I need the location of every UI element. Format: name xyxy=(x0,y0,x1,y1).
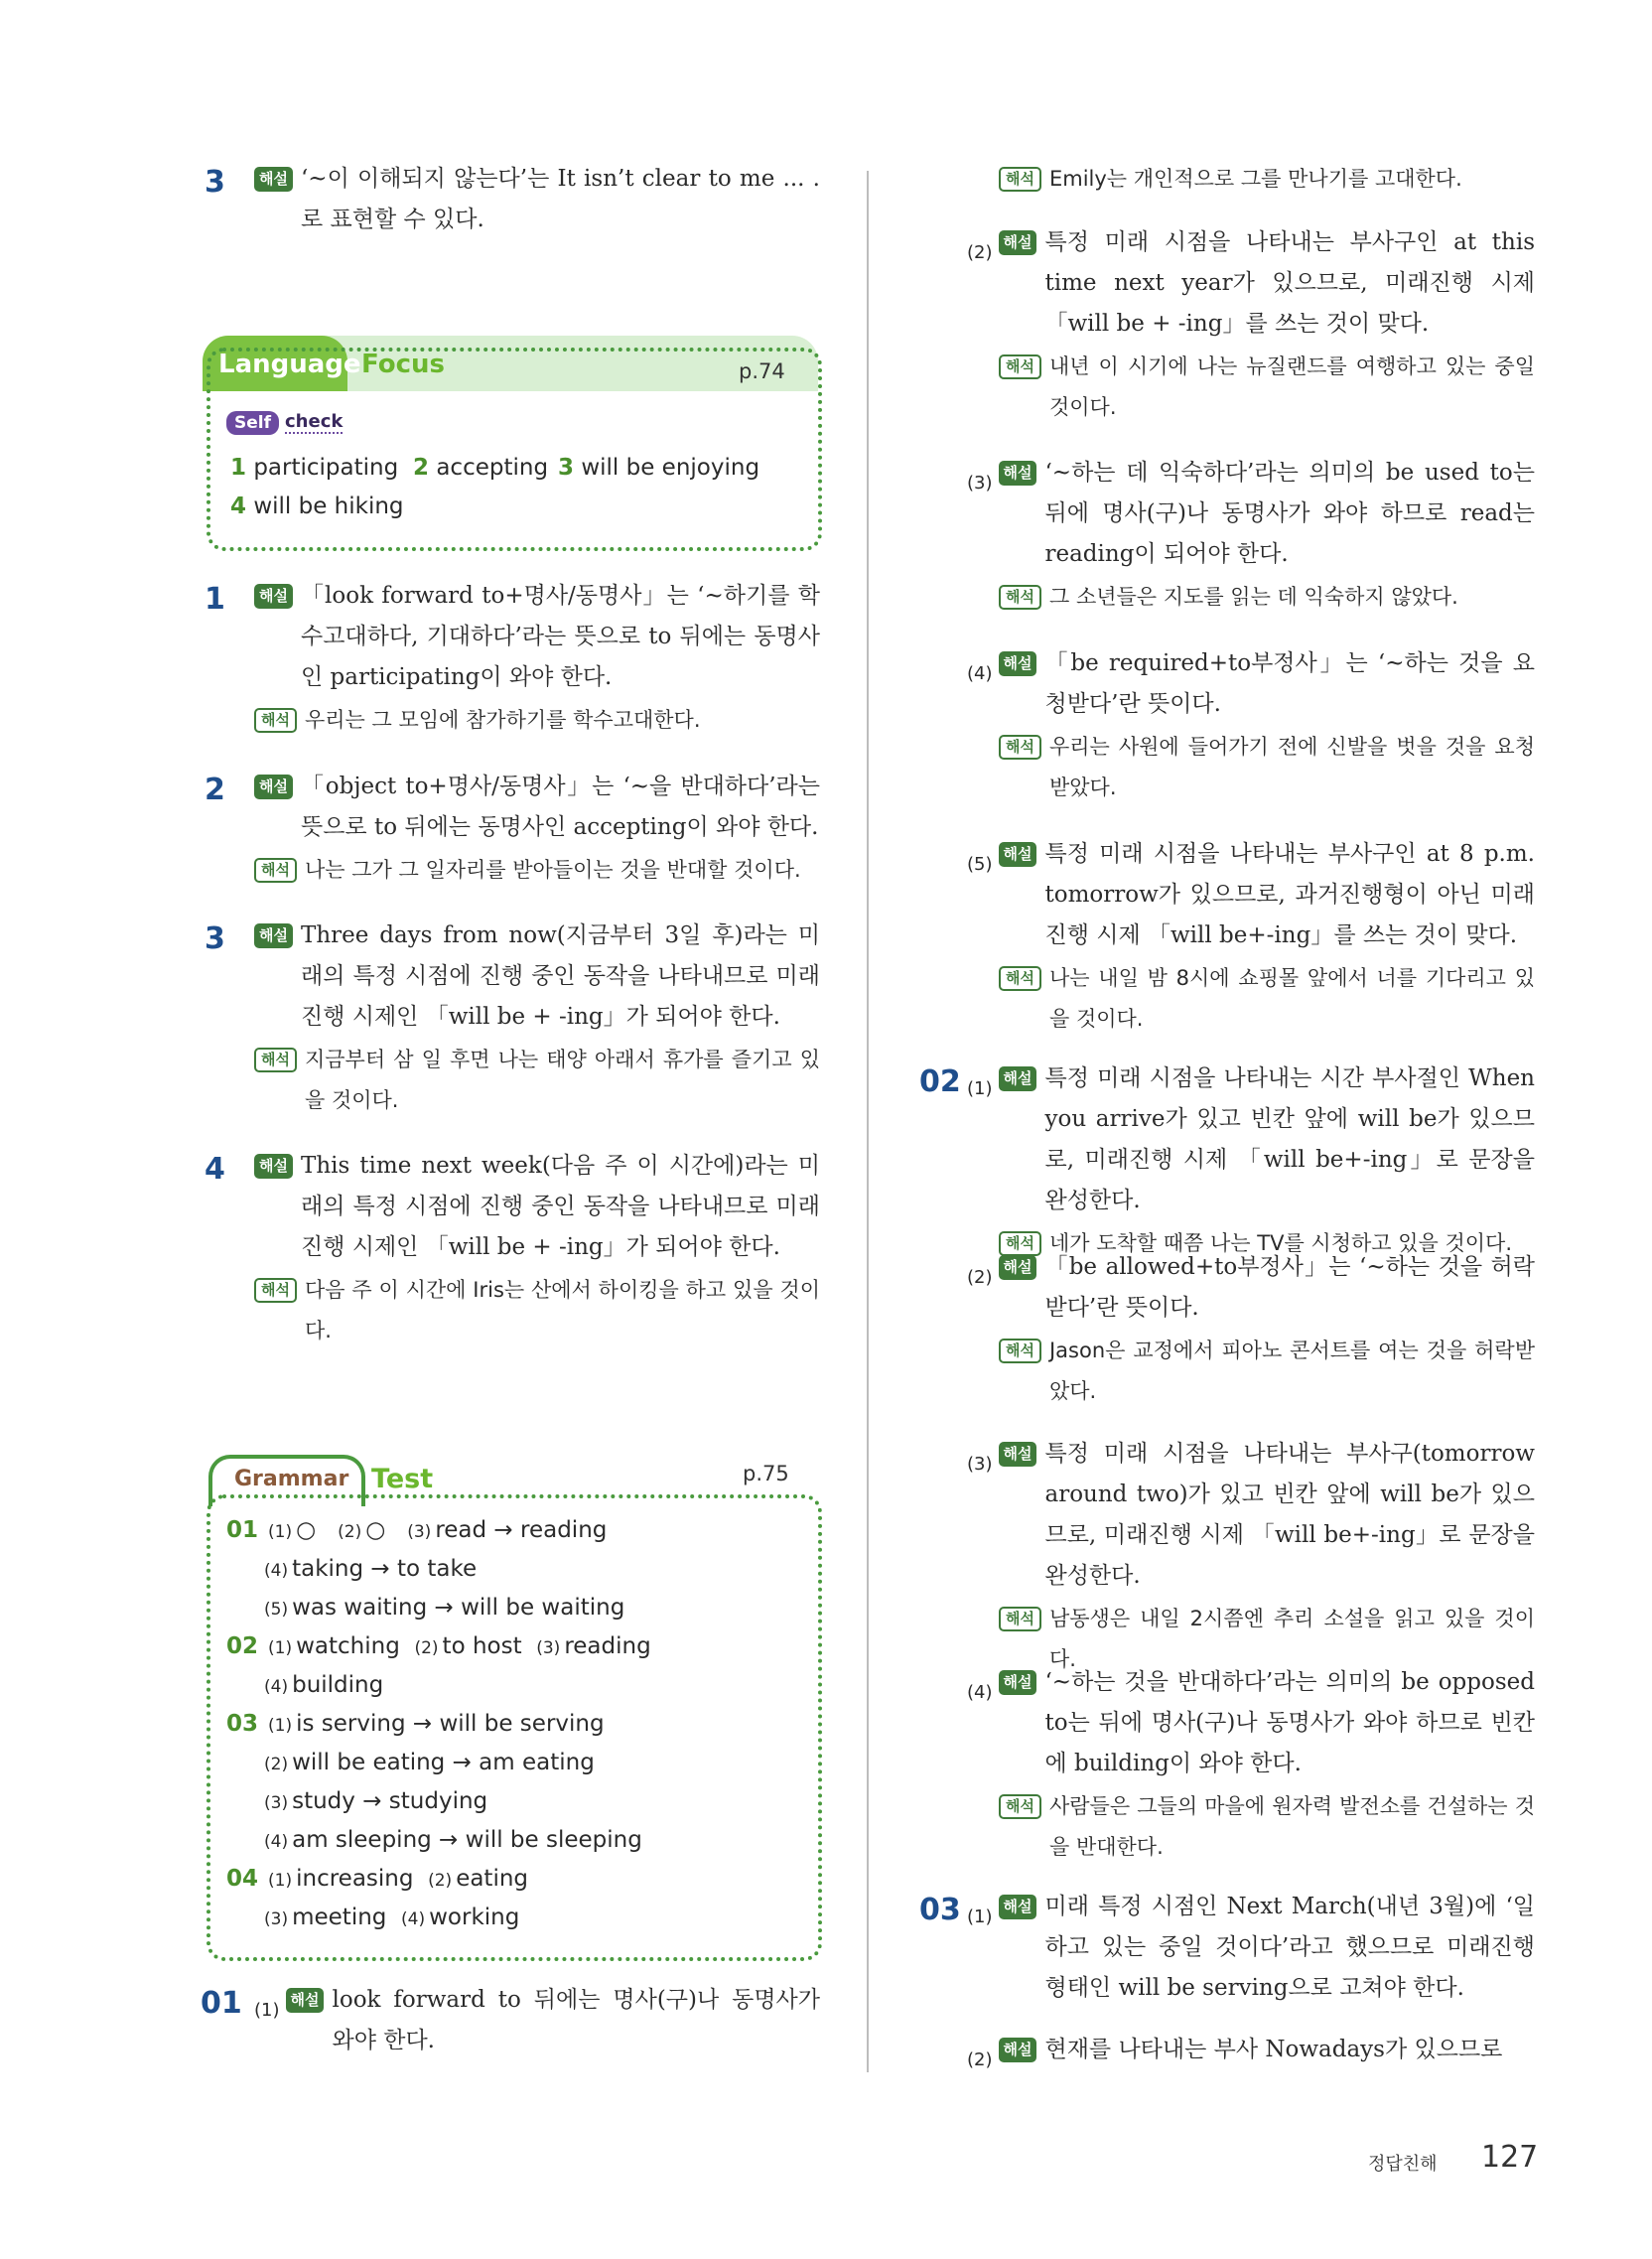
explanation-text: 「be required+to부정사」는 ‘~하는 것을 요청받다’란 뜻이다. xyxy=(1044,650,1535,717)
translation-tag: 해석 xyxy=(999,1339,1041,1363)
explanation-tag: 해설 xyxy=(999,1670,1037,1695)
explanation-item xyxy=(967,1434,1535,1680)
grammar-answer-line: 03 (1) is serving → will be serving xyxy=(226,1711,605,1737)
grammar-answer-line: 01 (1) ○ (2) ○ (3) read → reading xyxy=(226,1517,608,1543)
explanation-text: 미래 특정 시점인 Next March(내년 3월)에 ‘일하고 있는 중일 것이다’라고 했으므로 미래진행 형태인 will be serving으로 고쳐야 한다. xyxy=(1044,1894,1535,2001)
item-number: 2 xyxy=(205,773,225,807)
explanation-item xyxy=(254,916,820,1121)
translation-text: 우리는 그 모임에 참가하기를 학수고대한다. xyxy=(304,708,701,732)
explanation-item xyxy=(967,1887,1535,2009)
translation-tag: 해석 xyxy=(254,1278,297,1303)
translation-text: 우리는 사원에 들어가기 전에 신발을 벗을 것을 요청받았다. xyxy=(1048,735,1535,799)
translation-tag: 해석 xyxy=(254,858,297,883)
explanation-item xyxy=(254,1146,820,1351)
translation-text: 네가 도착할 때쯤 나는 TV를 시청하고 있을 것이다. xyxy=(1048,1231,1513,1255)
answer: 3 will be enjoying xyxy=(558,455,760,481)
explanation-tag: 해설 xyxy=(254,584,293,609)
translation-tag: 해석 xyxy=(999,966,1041,991)
answer: 2 accepting xyxy=(413,455,549,481)
answer: 4 will be hiking xyxy=(230,494,404,519)
explanation-text: 특정 미래 시점을 나타내는 부사구(tomorrow around two)가 있고 빈칸 앞에 will be가 있으므로, 미래진행 시제 「will be+-ing」로 문장을 완성한다. xyxy=(1044,1441,1535,1589)
translation-tag: 해석 xyxy=(999,167,1041,192)
explanation-item xyxy=(254,159,820,240)
explanation-tag: 해설 xyxy=(999,2038,1037,2062)
explanation-item xyxy=(254,767,820,891)
item-number: 3 xyxy=(205,165,225,200)
sub-number: (5) xyxy=(967,854,993,875)
explanation-text: ‘~이 이해되지 않는다’는 It isn’t clear to me ... .로 표현할 수 있다. xyxy=(300,166,820,232)
explanation-tag: 해설 xyxy=(999,1442,1037,1467)
explanation-item xyxy=(967,834,1535,1040)
language-focus-title-2: Focus xyxy=(361,350,445,379)
translation-text: 남동생은 내일 2시쯤엔 추리 소설을 읽고 있을 것이다. xyxy=(1048,1607,1535,1671)
translation-text: 다음 주 이 시간에 Iris는 산에서 하이킹을 하고 있을 것이다. xyxy=(304,1278,820,1342)
explanation-item xyxy=(967,222,1535,428)
grammar-answer-line: (4) am sleeping → will be sleeping xyxy=(264,1827,642,1853)
translation-tag: 해석 xyxy=(254,1048,297,1072)
sub-number: (1) xyxy=(967,1078,993,1099)
item-number: 03 xyxy=(919,1893,961,1927)
grammar-answer-line: (2) will be eating → am eating xyxy=(264,1750,595,1775)
self-check-badge: Self xyxy=(226,411,279,435)
translation-text: 지금부터 삼 일 후면 나는 태양 아래서 휴가를 즐기고 있을 것이다. xyxy=(304,1048,820,1112)
explanation-text: This time next week(다음 주 이 시간에)라는 미래의 특정 시점에 진행 중인 동작을 나타내므로 미래진행 시제인 「will be + -ing」가 되어야 한다. xyxy=(300,1153,820,1260)
explanation-text: 「be allowed+to부정사」는 ‘~하는 것을 허락받다’란 뜻이다. xyxy=(1044,1254,1535,1321)
explanation-text: 「look forward to+명사/동명사」는 ‘~하기를 학수고대하다, 기대하다’라는 뜻으로 to 뒤에는 동명사인 participating이 와야 한다. xyxy=(300,583,820,690)
explanation-tag: 해설 xyxy=(254,923,293,948)
explanation-text: 특정 미래 시점을 나타내는 부사구인 at this time next year가 있으므로, 미래진행 시제 「will be + -ing」를 쓰는 것이 맞다. xyxy=(1044,229,1535,337)
column-divider xyxy=(867,171,869,2072)
item-number: 4 xyxy=(205,1152,225,1187)
language-focus-box xyxy=(206,348,822,551)
sub-number: (4) xyxy=(967,663,993,684)
explanation-item xyxy=(967,2030,1535,2080)
translation-tag: 해석 xyxy=(254,708,297,733)
explanation-text: Three days from now(지금부터 3일 후)라는 미래의 특정 시점에 진행 중인 동작을 나타내므로 미래진행 시제인 「will be + -ing」가 되어야 한다. xyxy=(300,922,820,1030)
explanation-tag: 해설 xyxy=(254,775,293,799)
sub-number: (2) xyxy=(967,1267,993,1288)
page-reference: p.74 xyxy=(739,359,785,383)
sub-number: (4) xyxy=(967,1682,993,1703)
explanation-item xyxy=(967,1662,1535,1868)
grammar-test-title: Grammar xyxy=(234,1467,349,1491)
explanation-text: 특정 미래 시점을 나타내는 부사구인 at 8 p.m. tomorrow가 있으므로, 과거진행형이 아닌 미래진행 시제 「will be+-ing」를 쓰는 것이 맞다. xyxy=(1044,841,1535,948)
explanation-item xyxy=(967,643,1535,808)
explanation-item xyxy=(254,576,820,741)
explanation-tag: 해설 xyxy=(254,167,293,192)
grammar-test-title-2: Test xyxy=(371,1464,434,1494)
sub-number: (3) xyxy=(967,473,993,494)
grammar-answer-line: (5) was waiting → will be waiting xyxy=(264,1595,625,1621)
explanation-text: look forward to 뒤에는 명사(구)나 동명사가 와야 한다. xyxy=(332,1987,820,2053)
explanation-item xyxy=(967,1247,1535,1412)
explanation-tag: 해설 xyxy=(999,1895,1037,1919)
explanation-text: ‘~하는 데 익숙하다’라는 의미의 be used to는 뒤에 명사(구)나 동명사가 와야 하므로 read는 reading이 되어야 한다. xyxy=(1044,460,1535,567)
sub-number: (2) xyxy=(967,2049,993,2070)
explanation-text: ‘~하는 것을 반대하다’라는 의미의 be opposed to는 뒤에 명사(구)나 동명사가 와야 하므로 빈칸에 building이 와야 한다. xyxy=(1044,1669,1535,1776)
sub-number: (1) xyxy=(254,2000,280,2021)
grammar-answer-line: (4) building xyxy=(264,1672,384,1698)
translation-text: Jason은 교정에서 피아노 콘서트를 여는 것을 허락받았다. xyxy=(1048,1339,1535,1403)
translation-tag: 해석 xyxy=(999,1607,1041,1631)
grammar-answer-line: (3) study → studying xyxy=(264,1788,488,1814)
self-check-label: check xyxy=(285,411,344,432)
page-reference: p.75 xyxy=(743,1462,789,1485)
explanation-tag: 해설 xyxy=(999,1066,1037,1091)
grammar-answer-line: (3) meeting (4) working xyxy=(264,1905,520,1930)
explanation-item xyxy=(254,1980,820,2061)
explanation-text: 현재를 나타내는 부사 Nowadays가 있으므로 xyxy=(1044,2037,1503,2062)
item-number: 02 xyxy=(919,1064,961,1099)
translation-tag: 해석 xyxy=(999,1794,1041,1819)
page-number: 127 xyxy=(1481,2140,1539,2175)
explanation-tag: 해설 xyxy=(999,842,1037,867)
explanation-text: 「object to+명사/동명사」는 ‘~을 반대하다’라는 뜻으로 to 뒤에는 동명사인 accepting이 와야 한다. xyxy=(300,774,820,840)
grammar-answer-line: 02 (1) watching (2) to host (3) reading xyxy=(226,1633,651,1659)
translation-text: 사람들은 그들의 마을에 원자력 발전소를 건설하는 것을 반대한다. xyxy=(1048,1794,1535,1859)
translation-text: 내년 이 시기에 나는 뉴질랜드를 여행하고 있는 중일 것이다. xyxy=(1048,354,1535,419)
translation-text: 나는 그가 그 일자리를 받아들이는 것을 반대할 것이다. xyxy=(304,858,801,882)
translation-text: 나는 내일 밤 8시에 쇼핑몰 앞에서 너를 기다리고 있을 것이다. xyxy=(1048,966,1535,1031)
explanation-tag: 해설 xyxy=(999,230,1037,255)
translation-text: Emily는 개인적으로 그를 만나기를 고대한다. xyxy=(1048,167,1462,191)
grammar-answer-line: (4) taking → to take xyxy=(264,1556,478,1582)
item-number: 3 xyxy=(205,921,225,956)
footer-label: 정답친해 xyxy=(1368,2154,1438,2175)
translation-item xyxy=(999,159,1535,200)
explanation-item xyxy=(967,1059,1535,1264)
sub-number: (1) xyxy=(967,1906,993,1927)
translation-tag: 해석 xyxy=(999,735,1041,760)
grammar-answer-line: 04 (1) increasing (2) eating xyxy=(226,1866,529,1892)
translation-tag: 해석 xyxy=(999,1231,1041,1256)
item-number: 01 xyxy=(201,1986,242,2021)
translation-tag: 해석 xyxy=(999,585,1041,610)
explanation-tag: 해설 xyxy=(999,651,1037,676)
language-focus-title: Language xyxy=(218,350,361,379)
explanation-text: 특정 미래 시점을 나타내는 시간 부사절인 When you arrive가 있고 빈칸 앞에 will be가 있으므로, 미래진행 시제 「will be+-ing」로 문장을 완성한다. xyxy=(1044,1065,1535,1213)
sub-number: (2) xyxy=(967,242,993,263)
explanation-tag: 해설 xyxy=(999,1255,1037,1280)
explanation-item xyxy=(967,453,1535,618)
answer: 1 participating xyxy=(230,455,399,481)
sub-number: (3) xyxy=(967,1454,993,1475)
explanation-tag: 해설 xyxy=(254,1154,293,1179)
translation-text: 그 소년들은 지도를 읽는 데 익숙하지 않았다. xyxy=(1048,585,1458,609)
explanation-tag: 해설 xyxy=(999,461,1037,486)
item-number: 1 xyxy=(205,582,225,617)
translation-tag: 해석 xyxy=(999,354,1041,379)
explanation-tag: 해설 xyxy=(286,1988,325,2013)
